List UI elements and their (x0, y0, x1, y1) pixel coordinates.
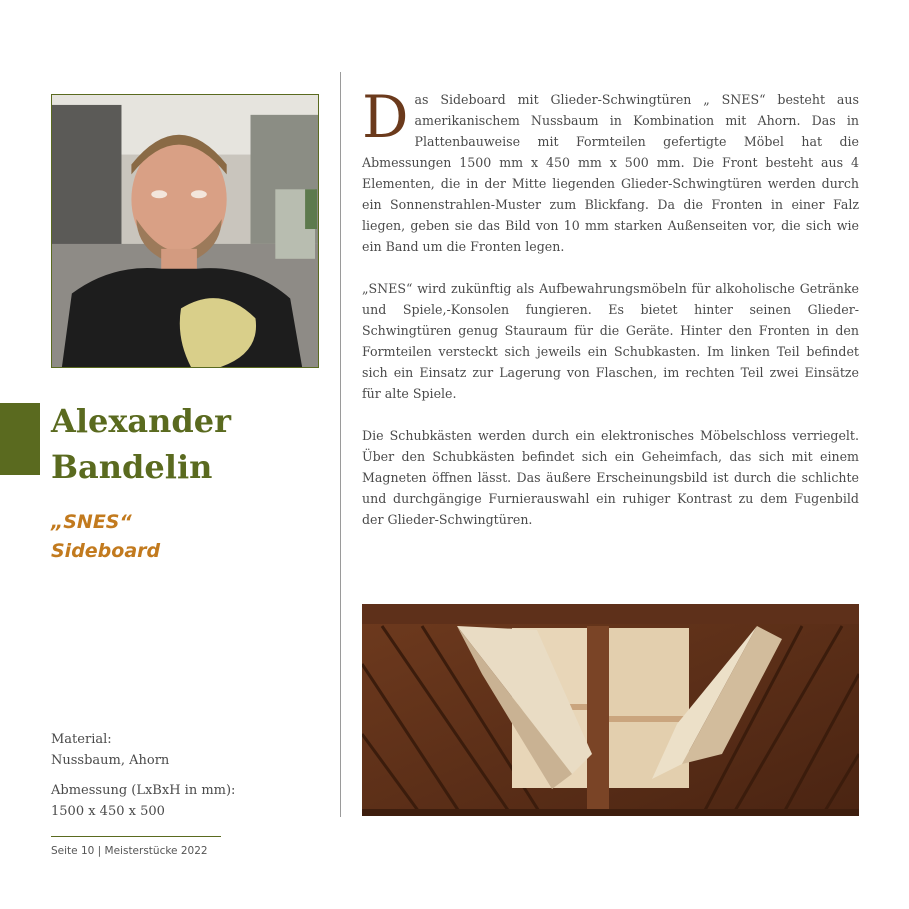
portrait-photo (51, 94, 319, 368)
project-title-block (51, 508, 160, 566)
sideboard-photo (362, 604, 859, 816)
paragraph-1 (362, 83, 859, 257)
page-footer: Seite 10 | Meisterstücke 2022 (51, 845, 208, 857)
specs-block (51, 730, 235, 822)
author-first-name: Alexander (51, 402, 232, 440)
paragraph-1-text: as Sideboard mit Glieder-Schwingtüren „ SNES“ besteht aus amerikanischem Nussbaum in Kombination mit Ahorn. Das in Plattenbauweise mit Formteilen gefertigte Möbel hat die Abmessungen 1500 mm x 450 mm x 500 mm. Die Front besteht aus 4 Elementen, die in der Mitte liegenden Glieder-Schwingtüren werden durch ein Sonnenstrahlen-Muster zum Blickfang. Da die Fronten in einer Falz liegen, geben sie das Bild von 10 mm starken Außenseiten vor, die sich wie ein Band um die Fronten legen. (362, 92, 859, 254)
author-name (51, 398, 231, 490)
paragraph-2: „SNES“ wird zukünftig als Aufbewahrungsmöbeln für alkoholische Getränke und Spiele,-Konsolen fungieren. Es bietet hinter seinen Glieder-Schwingtüren genug Stauraum für die Geräte. Hinter den Fronten in den Formteilen versteckt sich jeweils ein Schubkasten. Im linken Teil befindet sich ein Einsatz zur Lagerung von Flaschen, im rechten Teil zwei Einsätze für alte Spiele. (362, 281, 859, 401)
project-subtitle: Sideboard (51, 540, 161, 562)
project-title: „SNES“ (51, 511, 132, 533)
paragraph-3: Die Schubkästen werden durch ein elektronisches Möbelschloss verriegelt. Über den Schubkästen befindet sich ein Geheimfach, das sich mit einem Magneten öffnen lässt. Das äußere Erscheinungsbild ist durch die schlichte und durchgängige Furnierauswahl ein ruhiger Kontrast zu dem Fugenbild der Glieder-Schwingtüren. (362, 428, 859, 527)
dimension-label: Abmessung (LxBxH in mm): (51, 783, 236, 798)
dimension-value: 1500 x 450 x 500 (51, 803, 165, 819)
author-last-name: Bandelin (51, 448, 213, 486)
column-divider (340, 72, 341, 817)
accent-bar (0, 403, 40, 475)
material-value: Nussbaum, Ahorn (51, 752, 170, 768)
footer-divider (51, 836, 221, 837)
article-body (362, 83, 859, 551)
drop-cap: D (362, 83, 409, 151)
material-label: Material: (51, 732, 112, 747)
